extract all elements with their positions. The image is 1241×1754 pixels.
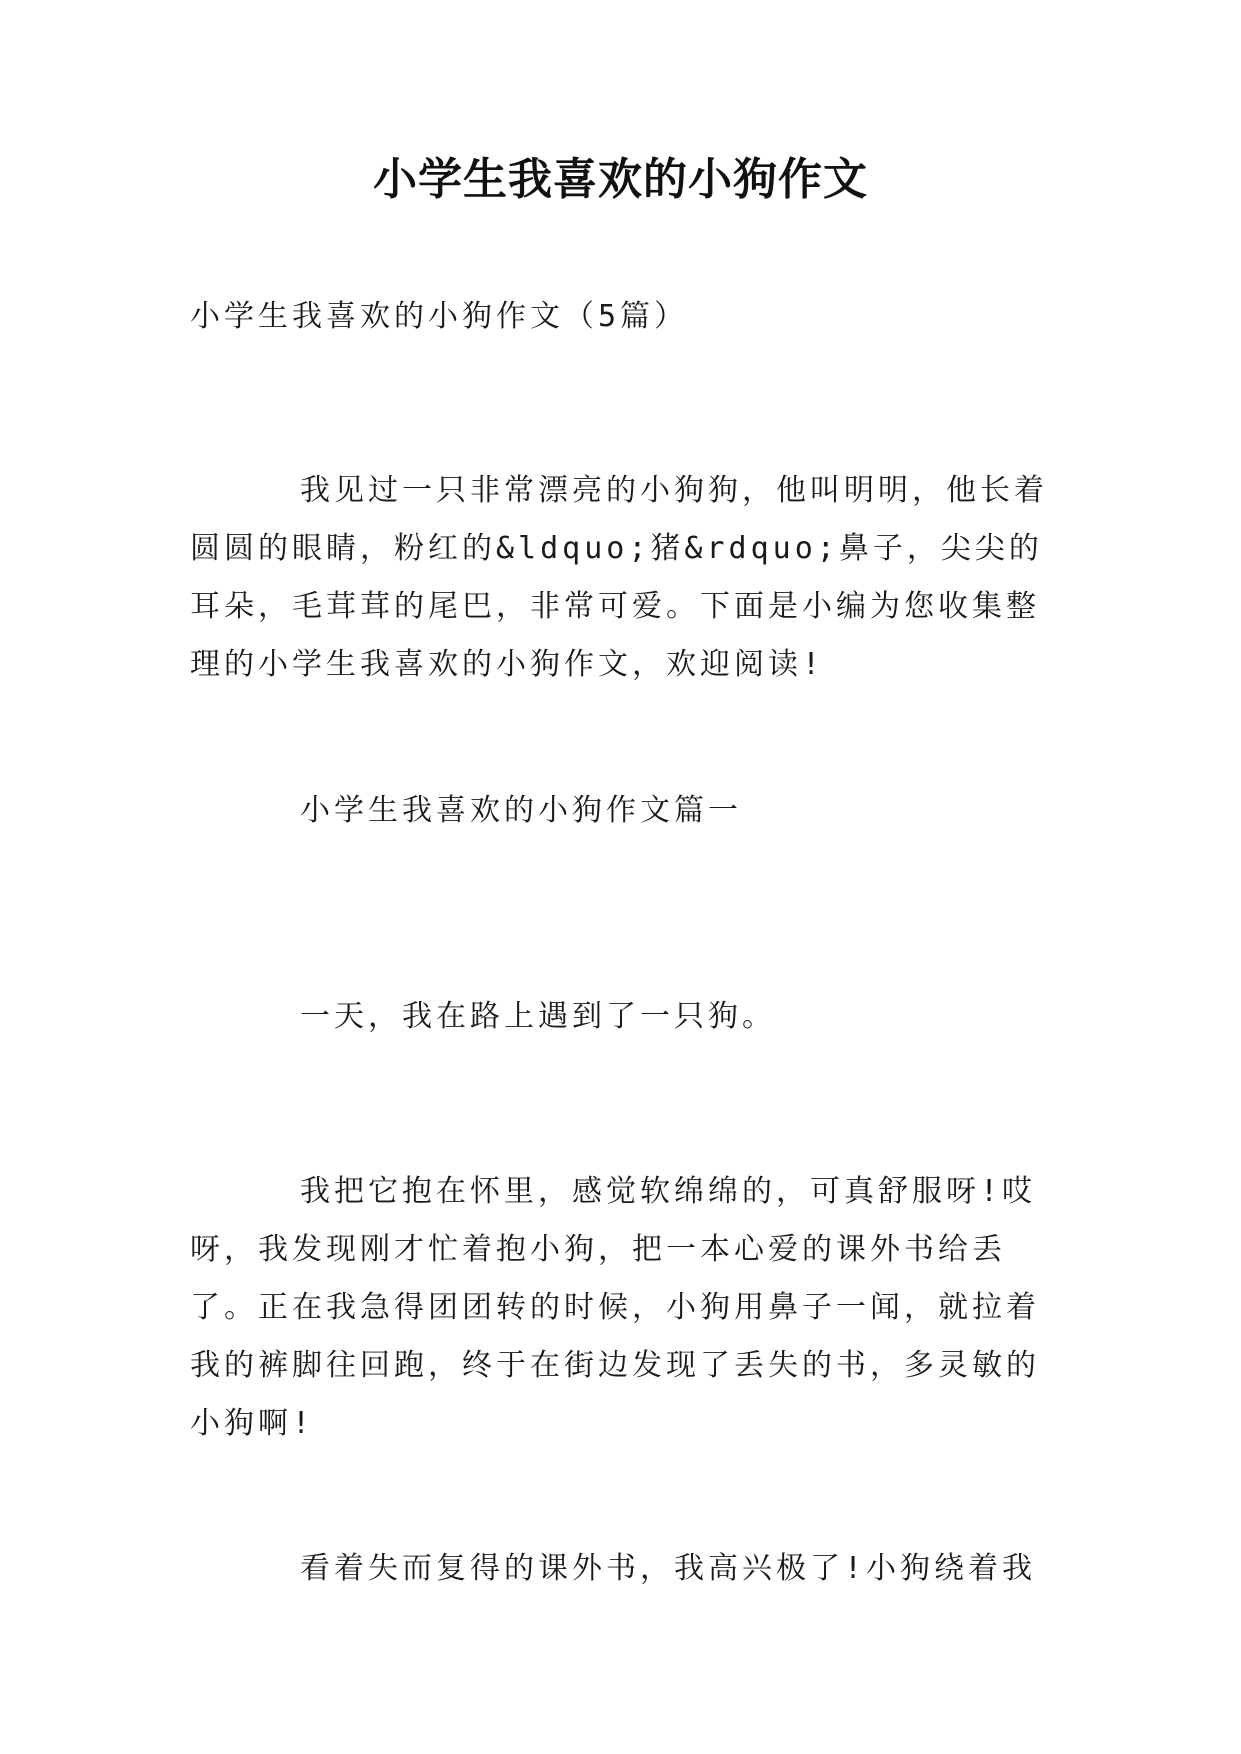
body-paragraph: 看着失而复得的课外书，我高兴极了!小狗绕着我: [300, 1551, 1037, 1586]
document-title: 小学生我喜欢的小狗作文: [373, 154, 868, 205]
intro-paragraph: 我见过一只非常漂亮的小狗狗，他叫明明，他长着圆圆的眼睛，粉红的&ldquo;猪&rdquo;鼻子，尖尖的耳朵，毛茸茸的尾巴，非常可爱。下面是小编为您收集整理的小学生我喜欢的小狗作文，欢迎阅读!: [190, 473, 1048, 682]
body-paragraph: 一天，我在路上遇到了一只狗。: [300, 999, 776, 1034]
body-paragraph: 我把它抱在怀里，感觉软绵绵的，可真舒服呀!哎呀，我发现刚才忙着抱小狗，把一本心爱的课外书给丢了。正在我急得团团转的时候，小狗用鼻子一闻，就拉着我的裤脚往回跑，终于在街边发现了丢失的书，多灵敏的小狗啊!: [190, 1174, 1040, 1441]
section-heading: 小学生我喜欢的小狗作文篇一: [300, 793, 742, 828]
document-subtitle: 小学生我喜欢的小狗作文（5篇）: [190, 299, 689, 334]
